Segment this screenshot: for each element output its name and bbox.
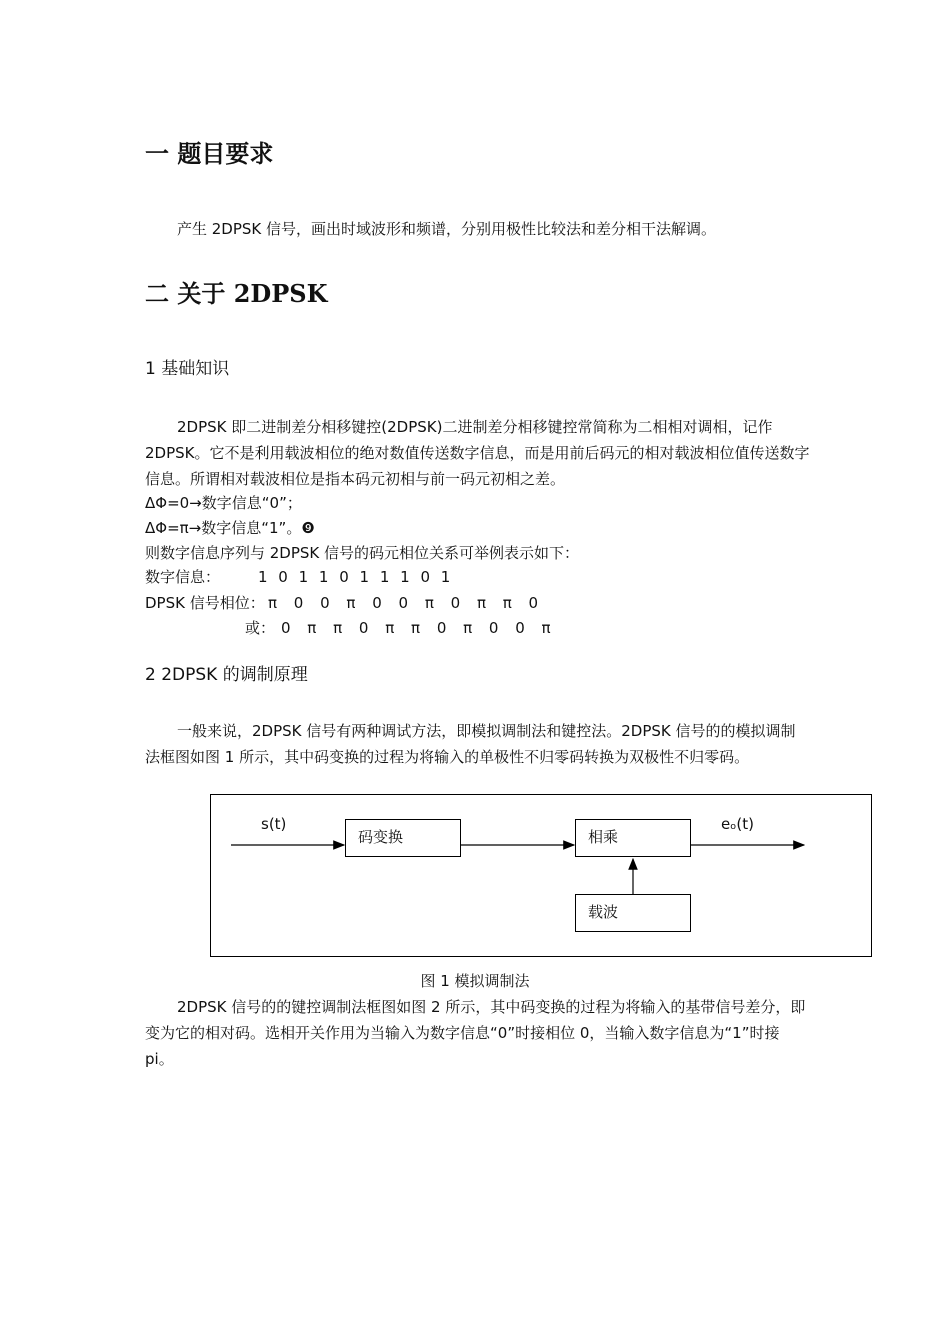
- keying-paragraph: 2DPSK 信号的的键控调制法框图如图 2 所示，其中码变换的过程为将输入的基带信号差分，即变为它的相对码。选相开关作用为当输入为数字信息“0”时接相位 0，当输入数字信息为“1”时接 pi。: [145, 998, 806, 1068]
- digital-info-values: 1 0 1 1 0 1 1 1 0 1: [258, 568, 454, 586]
- section2-heading: 二 关于 2DPSK: [145, 279, 328, 308]
- figure-caption: 图 1 模拟调制法: [420, 972, 530, 990]
- multiplier-block: [575, 819, 691, 857]
- rule-zero: ΔΦ=0→数字信息“0”；: [145, 494, 302, 512]
- code-conversion-block: [345, 819, 461, 857]
- subsection1-heading: 1 基础知识: [145, 359, 230, 379]
- section1-heading: 一 题目要求: [145, 139, 274, 168]
- basics-paragraph: 2DPSK 即二进制差分相移键控(2DPSK)二进制差分相移键控常简称为二相相对调相，记作 2DPSK。它不是利用载波相位的绝对数值传送数字信息，而是用前后码元的相对载波相位值传送数字信息。所谓相对载波相位是指本码元初相与前一码元初相之差。: [145, 418, 810, 488]
- alt-phase-values: 0 π π 0 π π 0 π 0 0 π: [281, 619, 554, 637]
- section1-text: 产生 2DPSK 信号，画出时域波形和频谱，分别用极性比较法和差分相干法解调。: [177, 220, 717, 238]
- modulation-paragraph: 一般来说，2DPSK 信号有两种调试方法，即模拟调制法和键控法。2DPSK 信号的的模拟调制法框图如图 1 所示，其中码变换的过程为将输入的单极性不归零码转换为双极性不归零码。: [145, 722, 796, 766]
- digital-info-label: 数字信息：: [145, 568, 221, 586]
- carrier-label: 载波: [588, 903, 619, 921]
- carrier-block: [575, 894, 691, 932]
- alt-phase-label: 或：: [245, 619, 276, 637]
- rule-one: ΔΦ=π→数字信息“1”。❾: [145, 519, 315, 537]
- input-signal-label: s(t): [261, 815, 287, 833]
- multiplier-label: 相乘: [588, 828, 619, 846]
- phase-label: DPSK 信号相位：: [145, 594, 265, 612]
- diagram-arrows: [211, 795, 871, 956]
- code-conversion-label: 码变换: [358, 828, 404, 846]
- subsection2-heading: 2 2DPSK 的调制原理: [145, 665, 308, 685]
- phase-values: π 0 0 π 0 0 π 0 π π 0: [268, 594, 542, 612]
- output-signal-label: eₒ(t): [721, 815, 755, 833]
- example-intro: 则数字信息序列与 2DPSK 信号的码元相位关系可举例表示如下：: [145, 544, 580, 562]
- modulation-diagram: [210, 794, 872, 957]
